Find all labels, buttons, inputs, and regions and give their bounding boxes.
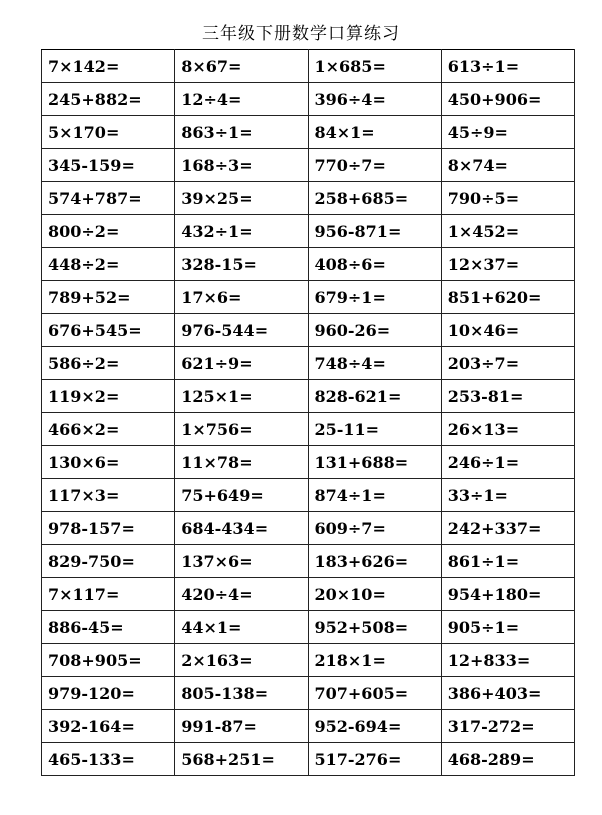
problem-cell: 748÷4= — [308, 347, 441, 380]
problem-row — [42, 83, 575, 116]
problem-cell: 8×67= — [175, 50, 308, 83]
problem-cell: 392-164= — [42, 710, 175, 743]
problem-row — [42, 149, 575, 182]
problem-cell: 246÷1= — [441, 446, 574, 479]
problem-cell: 168÷3= — [175, 149, 308, 182]
problem-cell: 861÷1= — [441, 545, 574, 578]
worksheet-title: 三年级下册数学口算练习 — [202, 24, 400, 44]
problem-cell: 8×74= — [441, 149, 574, 182]
problem-cell: 468-289= — [441, 743, 574, 776]
problem-row — [42, 215, 575, 248]
problem-cell: 12÷4= — [175, 83, 308, 116]
problem-row — [42, 50, 575, 83]
problem-table-body — [42, 50, 575, 776]
problem-cell: 851+620= — [441, 281, 574, 314]
problem-cell: 828-621= — [308, 380, 441, 413]
problem-cell: 613÷1= — [441, 50, 574, 83]
problem-cell: 679÷1= — [308, 281, 441, 314]
problem-cell: 829-750= — [42, 545, 175, 578]
problem-row — [42, 545, 575, 578]
problem-cell: 44×1= — [175, 611, 308, 644]
problem-cell: 117×3= — [42, 479, 175, 512]
problem-cell: 218×1= — [308, 644, 441, 677]
problem-cell: 863÷1= — [175, 116, 308, 149]
problem-cell: 420÷4= — [175, 578, 308, 611]
problem-row — [42, 248, 575, 281]
problem-row — [42, 710, 575, 743]
problem-cell: 11×78= — [175, 446, 308, 479]
problem-cell: 17×6= — [175, 281, 308, 314]
problem-cell: 960-26= — [308, 314, 441, 347]
problem-cell: 450+906= — [441, 83, 574, 116]
problem-cell: 10×46= — [441, 314, 574, 347]
problem-cell: 84×1= — [308, 116, 441, 149]
problem-cell: 396÷4= — [308, 83, 441, 116]
problem-cell: 956-871= — [308, 215, 441, 248]
problem-cell: 432÷1= — [175, 215, 308, 248]
problem-row — [42, 677, 575, 710]
problem-cell: 676+545= — [42, 314, 175, 347]
problem-cell: 7×142= — [42, 50, 175, 83]
problem-cell: 574+787= — [42, 182, 175, 215]
problem-cell: 7×117= — [42, 578, 175, 611]
problem-cell: 131+688= — [308, 446, 441, 479]
problem-table — [41, 49, 575, 776]
problem-row — [42, 578, 575, 611]
problem-cell: 707+605= — [308, 677, 441, 710]
problem-row — [42, 644, 575, 677]
problem-cell: 130×6= — [42, 446, 175, 479]
problem-cell: 886-45= — [42, 611, 175, 644]
problem-cell: 26×13= — [441, 413, 574, 446]
problem-row — [42, 347, 575, 380]
problem-cell: 954+180= — [441, 578, 574, 611]
problem-cell: 345-159= — [42, 149, 175, 182]
problem-cell: 203÷7= — [441, 347, 574, 380]
problem-cell: 770÷7= — [308, 149, 441, 182]
problem-cell: 790÷5= — [441, 182, 574, 215]
problem-cell: 125×1= — [175, 380, 308, 413]
problem-cell: 386+403= — [441, 677, 574, 710]
problem-cell: 1×756= — [175, 413, 308, 446]
problem-row — [42, 314, 575, 347]
problem-cell: 328-15= — [175, 248, 308, 281]
problem-cell: 800÷2= — [42, 215, 175, 248]
problem-cell: 75+649= — [175, 479, 308, 512]
problem-cell: 466×2= — [42, 413, 175, 446]
problem-cell: 119×2= — [42, 380, 175, 413]
problem-cell: 25-11= — [308, 413, 441, 446]
problem-cell: 12×37= — [441, 248, 574, 281]
problem-cell: 1×685= — [308, 50, 441, 83]
problem-cell: 991-87= — [175, 710, 308, 743]
problem-cell: 684-434= — [175, 512, 308, 545]
problem-cell: 253-81= — [441, 380, 574, 413]
problem-cell: 465-133= — [42, 743, 175, 776]
problem-row — [42, 479, 575, 512]
problem-cell: 905÷1= — [441, 611, 574, 644]
problem-cell: 1×452= — [441, 215, 574, 248]
problem-cell: 976-544= — [175, 314, 308, 347]
problem-cell: 183+626= — [308, 545, 441, 578]
problem-row — [42, 512, 575, 545]
problem-row — [42, 413, 575, 446]
problem-cell: 45÷9= — [441, 116, 574, 149]
problem-cell: 12+833= — [441, 644, 574, 677]
problem-cell: 568+251= — [175, 743, 308, 776]
problem-cell: 2×163= — [175, 644, 308, 677]
problem-cell: 137×6= — [175, 545, 308, 578]
problem-row — [42, 611, 575, 644]
problem-cell: 979-120= — [42, 677, 175, 710]
problem-cell: 621÷9= — [175, 347, 308, 380]
problem-cell: 33÷1= — [441, 479, 574, 512]
problem-cell: 874÷1= — [308, 479, 441, 512]
problem-cell: 317-272= — [441, 710, 574, 743]
problem-cell: 448÷2= — [42, 248, 175, 281]
problem-cell: 242+337= — [441, 512, 574, 545]
problem-row — [42, 380, 575, 413]
problem-row — [42, 743, 575, 776]
problem-cell: 805-138= — [175, 677, 308, 710]
problem-row — [42, 446, 575, 479]
problem-cell: 586÷2= — [42, 347, 175, 380]
problem-row — [42, 281, 575, 314]
problem-cell: 708+905= — [42, 644, 175, 677]
problem-cell: 258+685= — [308, 182, 441, 215]
problem-cell: 20×10= — [308, 578, 441, 611]
problem-cell: 952+508= — [308, 611, 441, 644]
problem-cell: 789+52= — [42, 281, 175, 314]
problem-cell: 952-694= — [308, 710, 441, 743]
problem-cell: 5×170= — [42, 116, 175, 149]
problem-cell: 39×25= — [175, 182, 308, 215]
problem-cell: 245+882= — [42, 83, 175, 116]
problem-cell: 408÷6= — [308, 248, 441, 281]
problem-cell: 609÷7= — [308, 512, 441, 545]
problem-cell: 978-157= — [42, 512, 175, 545]
problem-row — [42, 116, 575, 149]
problem-cell: 517-276= — [308, 743, 441, 776]
problem-row — [42, 182, 575, 215]
